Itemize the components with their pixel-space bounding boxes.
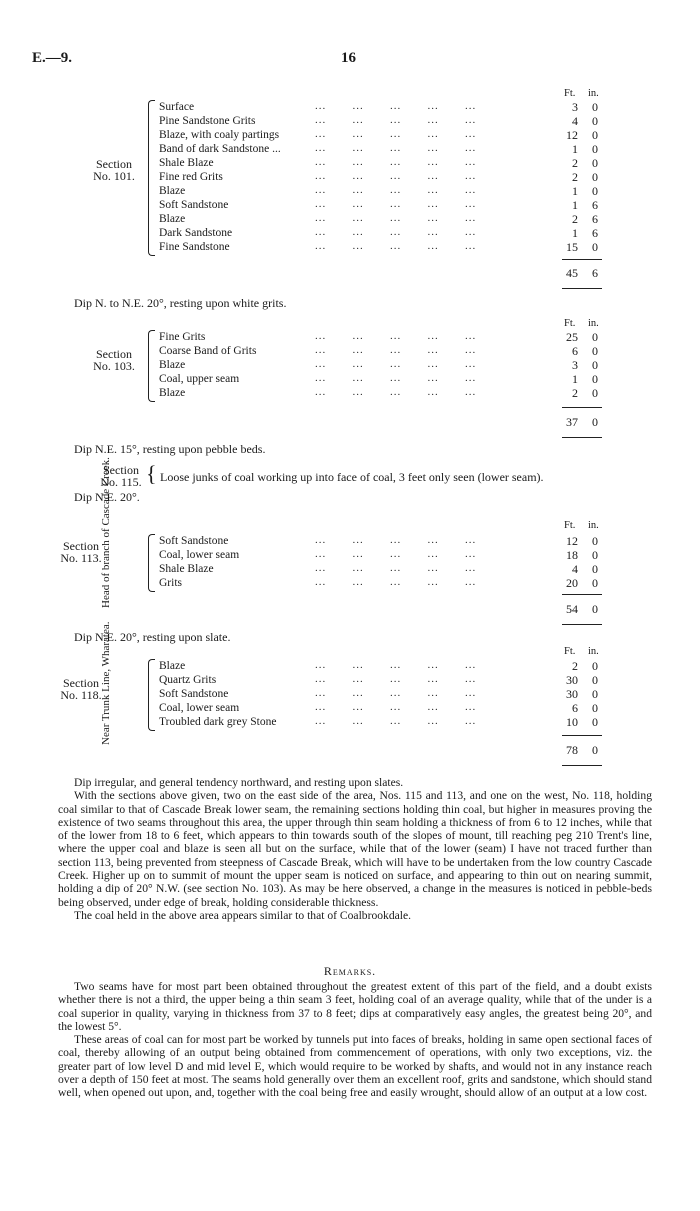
section-0-row-4-name: Shale Blaze (159, 157, 214, 169)
section-0-total-ft: 45 (566, 266, 578, 280)
section-0-row-2-ft: 12 (566, 128, 578, 142)
section-115-label-text: Section No. 115. (100, 463, 142, 489)
section-0-row-1-name: Pine Sandstone Grits (159, 115, 256, 127)
section-4-total-rule-bottom (562, 765, 602, 766)
section-4-row-4-in: 0 (592, 715, 598, 729)
section-3-total-in: 0 (592, 602, 598, 616)
section-0-row-9-ft: 1 (572, 226, 578, 240)
section-4-row-4-ft: 10 (566, 715, 578, 729)
remarks-heading: Remarks. (323, 964, 377, 978)
section-3-label: Section No. 113. (60, 539, 102, 565)
section-115-text: Loose junks of coal working up into face of coal, 3 feet only seen (lower seam). (160, 470, 544, 484)
section-4-side-label: Near Trunk Line, Wharatea. (100, 621, 112, 745)
section-1-row-3-in: 0 (592, 372, 598, 386)
section-3-row-3-in: 0 (592, 576, 598, 590)
section-1-row-2-leader: ... ... ... ... ... (315, 358, 477, 370)
section-3-row-2-in: 0 (592, 562, 598, 576)
section-0-row-7-name: Soft Sandstone (159, 199, 229, 211)
section-0-row-10-name: Fine Sandstone (159, 241, 230, 253)
section-1-in-unit: in. (588, 318, 599, 329)
section-3-total-ft: 54 (566, 602, 578, 616)
section-3-row-1-name: Coal, lower seam (159, 549, 240, 561)
section-1-row-0-name: Fine Grits (159, 331, 206, 343)
section-1-row-0-ft: 25 (566, 330, 578, 344)
section-0-row-8-leader: ... ... ... ... ... (315, 212, 477, 224)
section-1-brace (148, 330, 155, 402)
section-3-row-0-ft: 12 (566, 534, 578, 548)
section-1-dip: Dip N.E. 15°, resting upon pebble beds. (74, 442, 266, 456)
body-paragraph-3: The coal held in the above area appears similar to that of Coalbrookdale. (74, 908, 412, 922)
section-1-row-1-name: Coarse Band of Grits (159, 345, 257, 357)
remarks-paragraph-2: These areas of coal can for most part be worked by tunnels put into faces of breaks, holding in same open sectional faces of coal, thereby allowing of an output being obtained from commencement of operations, with only two exceptions, viz. the greater part of low level D and mid level E, which would require to be worked by shafts, and would not in any instance reach over a depth of 150 feet at most. The seams hold generally over them an excellent roof, grits and sandstone, which should stand well, when opened out upon, and, together with the coal being free and easily wrought, should allow of an output at a low cost. (58, 1033, 652, 1100)
section-4-row-0-ft: 2 (572, 659, 578, 673)
section-0-row-9-name: Dark Sandstone (159, 227, 233, 239)
section-4-row-1-in: 0 (592, 673, 598, 687)
section-4-row-4-leader: ... ... ... ... ... (315, 715, 477, 727)
section-0-row-10-leader: ... ... ... ... ... (315, 240, 477, 252)
section-4-row-3-in: 0 (592, 701, 598, 715)
section-0-row-6-name: Blaze (159, 185, 186, 197)
section-1-row-3-name: Coal, upper seam (159, 373, 240, 385)
section-1-row-4-name: Blaze (159, 387, 186, 399)
section-0-total-rule-bottom (562, 288, 602, 289)
section-1-row-2-name: Blaze (159, 359, 186, 371)
section-0-row-6-ft: 1 (572, 184, 578, 198)
section-1-row-2-in: 0 (592, 358, 598, 372)
section-3-row-0-in: 0 (592, 534, 598, 548)
section-3-row-3-name: Grits (159, 577, 182, 589)
section-0-row-3-in: 0 (592, 142, 598, 156)
section-3-side-label: Head of branch of Cascade Creek. (100, 457, 112, 608)
section-4-in-unit: in. (588, 646, 599, 657)
section-1-row-4-ft: 2 (572, 386, 578, 400)
section-3-row-3-leader: ... ... ... ... ... (315, 576, 477, 588)
section-4-row-1-name: Quartz Grits (159, 674, 217, 686)
section-0-row-1-in: 0 (592, 114, 598, 128)
section-4-label: Section No. 118. (60, 676, 102, 702)
section-1-row-4-leader: ... ... ... ... ... (315, 386, 477, 398)
section-0-row-2-name: Blaze, with coaly partings (159, 129, 280, 141)
section-0-row-5-leader: ... ... ... ... ... (315, 170, 477, 182)
section-0-row-5-in: 0 (592, 170, 598, 184)
section-0-row-9-leader: ... ... ... ... ... (315, 226, 477, 238)
section-1-total-rule-bottom (562, 437, 602, 438)
section-3-row-1-ft: 18 (566, 548, 578, 562)
section-0-row-0-name: Surface (159, 101, 195, 113)
section-0-row-1-leader: ... ... ... ... ... (315, 114, 477, 126)
section-0-row-0-leader: ... ... ... ... ... (315, 100, 477, 112)
section-0-row-1-ft: 4 (572, 114, 578, 128)
section-0-row-7-leader: ... ... ... ... ... (315, 198, 477, 210)
section-0-in-unit: in. (588, 88, 599, 99)
section-1-row-1-leader: ... ... ... ... ... (315, 344, 477, 356)
section-0-row-5-name: Fine red Grits (159, 171, 223, 183)
section-3-row-1-leader: ... ... ... ... ... (315, 548, 477, 560)
section-1-row-4-in: 0 (592, 386, 598, 400)
section-0-row-4-leader: ... ... ... ... ... (315, 156, 477, 168)
section-0-label: Section No. 101. (93, 157, 135, 183)
section-4-total-rule-top (562, 735, 602, 736)
section-0-row-9-in: 6 (592, 226, 598, 240)
section-0-brace (148, 100, 155, 256)
section-0-total-rule-top (562, 259, 602, 260)
section-1-row-1-ft: 6 (572, 344, 578, 358)
section-1-total-rule-top (562, 407, 602, 408)
section-0-row-3-leader: ... ... ... ... ... (315, 142, 477, 154)
section-1-label: Section No. 103. (93, 347, 135, 373)
body-paragraph-2: With the sections above given, two on the east side of the area, Nos. 115 and 113, and one on the west, No. 118, holding coal similar to that of Cascade Break lower seam, the remaining sections holding thin coal, but higher in measures proving the existence of two seams throughout this area, the upper through thin seam holding a thickness of from 6 to 12 inches, while that of the lower from 18 to 6 feet, which appears to thin towards south of the slopes of mount, till reaching peg 210 Trent's line, where the upper coal and blaze is seen all but on the surface, while that of the lower (seam) I have not traced further than section 113, being prevented from steepness of Cascade Break, which will have to be undertaken from the low country Cascade Creek. Higher up on to summit of mount the upper seam is noticed on surface, and appearing to thin out on nearing summit, holding a dip of 20° N.W. (see section No. 103). As may be here observed, a change in the measures is noticed in pebble-beds being observed, under edge of break, holding considerable thickness. (58, 789, 652, 909)
section-0-row-10-in: 0 (592, 240, 598, 254)
page-number: 16 (341, 50, 356, 66)
section-0-ft-unit: Ft. (564, 88, 576, 99)
body-paragraph-1: Dip irregular, and general tendency northward, and resting upon slates. (74, 776, 404, 789)
section-0-row-2-in: 0 (592, 128, 598, 142)
section-0-row-6-leader: ... ... ... ... ... (315, 184, 477, 196)
section-3-total-rule-top (562, 594, 602, 595)
section-3-row-0-name: Soft Sandstone (159, 535, 229, 547)
section-0-row-8-in: 6 (592, 212, 598, 226)
section-1-row-0-in: 0 (592, 330, 598, 344)
section-0-row-7-in: 6 (592, 198, 598, 212)
section-0-row-8-ft: 2 (572, 212, 578, 226)
section-3-ft-unit: Ft. (564, 520, 576, 531)
section-115-label (97, 464, 145, 488)
section-0-row-4-ft: 2 (572, 156, 578, 170)
section-115-brace: { (146, 461, 157, 486)
section-0-row-6-in: 0 (592, 184, 598, 198)
document-code: E.—9. (32, 50, 73, 66)
section-0-row-3-name: Band of dark Sandstone ... (159, 143, 281, 155)
section-0-row-2-leader: ... ... ... ... ... (315, 128, 477, 140)
section-4-row-3-name: Coal, lower seam (159, 702, 240, 714)
section-4-row-1-ft: 30 (566, 673, 578, 687)
section-1-row-3-leader: ... ... ... ... ... (315, 372, 477, 384)
section-4-row-2-name: Soft Sandstone (159, 688, 229, 700)
section-3-row-2-leader: ... ... ... ... ... (315, 562, 477, 574)
section-115-dip: Dip N.E. 20°. (74, 490, 140, 504)
section-0-row-0-ft: 3 (572, 100, 578, 114)
section-4-row-3-ft: 6 (572, 701, 578, 715)
section-3-row-2-ft: 4 (572, 562, 578, 576)
body-text (58, 776, 652, 922)
section-1-ft-unit: Ft. (564, 318, 576, 329)
section-4-row-0-leader: ... ... ... ... ... (315, 659, 477, 671)
section-4-row-2-ft: 30 (566, 687, 578, 701)
section-4-row-0-in: 0 (592, 659, 598, 673)
section-4-row-4-name: Troubled dark grey Stone (159, 716, 277, 728)
section-3-total-rule-bottom (562, 624, 602, 625)
section-0-row-10-ft: 15 (566, 240, 578, 254)
remarks-text (58, 980, 652, 1100)
section-3-row-0-leader: ... ... ... ... ... (315, 534, 477, 546)
section-0-row-8-name: Blaze (159, 213, 186, 225)
section-4-row-3-leader: ... ... ... ... ... (315, 701, 477, 713)
section-4-brace (148, 659, 155, 731)
section-1-row-3-ft: 1 (572, 372, 578, 386)
section-4-row-0-name: Blaze (159, 660, 186, 672)
section-1-row-1-in: 0 (592, 344, 598, 358)
section-0-row-7-ft: 1 (572, 198, 578, 212)
section-4-ft-unit: Ft. (564, 646, 576, 657)
section-3-row-1-in: 0 (592, 548, 598, 562)
section-4-row-2-in: 0 (592, 687, 598, 701)
section-0-row-3-ft: 1 (572, 142, 578, 156)
section-0-row-5-ft: 2 (572, 170, 578, 184)
section-1-total-in: 0 (592, 415, 598, 429)
section-0-row-0-in: 0 (592, 100, 598, 114)
section-3-row-2-name: Shale Blaze (159, 563, 214, 575)
section-3-brace (148, 534, 155, 592)
section-0-dip: Dip N. to N.E. 20°, resting upon white grits. (74, 296, 287, 310)
section-1-row-0-leader: ... ... ... ... ... (315, 330, 477, 342)
section-0-row-4-in: 0 (592, 156, 598, 170)
section-3-row-3-ft: 20 (566, 576, 578, 590)
section-4-total-in: 0 (592, 743, 598, 757)
section-4-row-1-leader: ... ... ... ... ... (315, 673, 477, 685)
remarks-paragraph-1: Two seams have for most part been obtained throughout the greatest extent of this part of the field, and a doubt exists whether there is not a third, the upper being a thin seam 3 feet, holding coal of an average quality, while that of the under is a coal superior in quality, varying in thickness from 37 to 8 feet; dips at comparatively easy angles, the greatest being 20°, and the lowest 5°. (58, 980, 652, 1033)
section-4-total-ft: 78 (566, 743, 578, 757)
section-4-row-2-leader: ... ... ... ... ... (315, 687, 477, 699)
section-3-dip: Dip N.E. 20°, resting upon slate. (74, 630, 231, 644)
section-3-in-unit: in. (588, 520, 599, 531)
section-0-total-in: 6 (592, 266, 598, 280)
section-1-total-ft: 37 (566, 415, 578, 429)
section-1-row-2-ft: 3 (572, 358, 578, 372)
